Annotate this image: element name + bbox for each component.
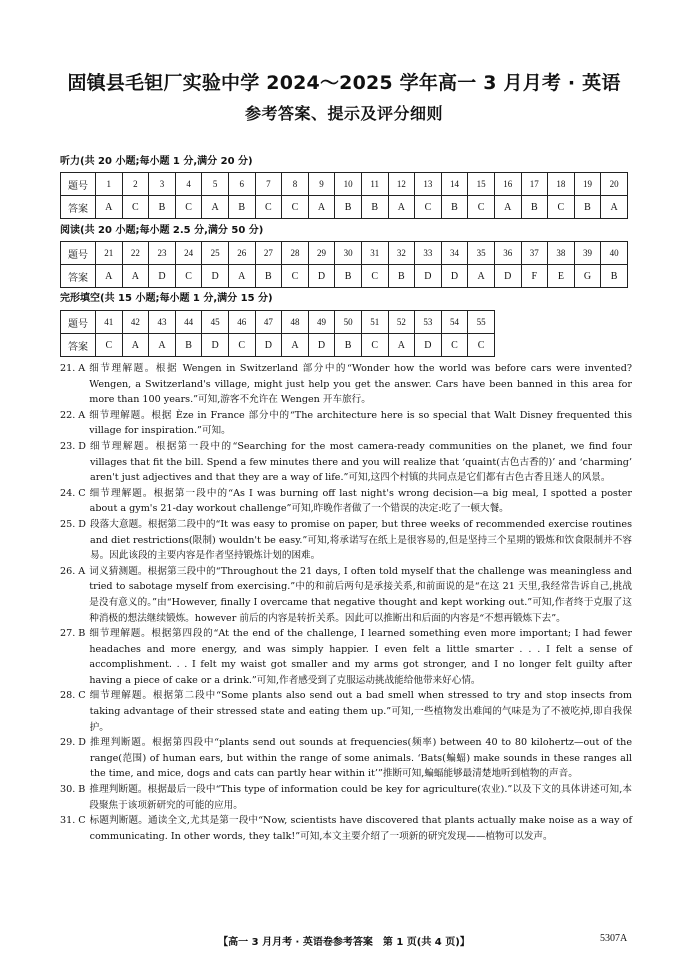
section-title-reading: 阅读(共 20 小题;每小题 2.5 分,满分 50 分) — [60, 225, 264, 236]
answer-cell: B — [255, 265, 282, 288]
page-footer: 【高一 3 月月考 · 英语卷参考答案 第 1 页(共 4 页)】 — [218, 937, 470, 948]
table-row-header: 答案 — [61, 334, 96, 357]
answer-cell: C — [175, 265, 202, 288]
answer-cell: B — [441, 196, 468, 219]
answer-cell: A — [388, 196, 415, 219]
question-number-cell: 54 — [441, 311, 468, 334]
question-number-cell: 29 — [308, 242, 335, 265]
explanation-number: 24. C — [60, 487, 86, 499]
answer-cell: A — [601, 196, 628, 219]
answer-cell: C — [468, 196, 495, 219]
answer-cell: A — [122, 265, 149, 288]
document-code: 5307A — [600, 933, 628, 944]
explanation-text: 词义猜测题。根据第三段中的“Throughout the 21 days, I often told myself that the challenge was meaningless and tried to sabotage myself from exercising.”中的和前后两句是承接关系,和前面说的是“在这 21 天里,我经常告诉自己,挑战是没有意义的。”由“However, finally I overcame that negative thought and kept working out.”可知,作者终于克服了这种消极的想法继续锻炼。however 前后的内容是转折关系。因此可以推断出和后面的内容是“不想再锻炼下去”。 — [89, 565, 632, 624]
explanation-text: 推理判断题。根据第四段中“plants send out sounds at frequencies(频率) between 40 to 80 kilohertz—out of the range(范围) of human ears, but within the range of some animals. ‘Bats(蝙蝠) make sounds in these ranges all the time, and mice, dogs and cats can partly hear within it’”推断可知,蝙蝠能够最清楚地听到植物的声音。 — [90, 737, 632, 780]
section-title-listening: 听力(共 20 小题;每小题 1 分,满分 20 分) — [60, 156, 253, 167]
answer-cell: C — [122, 196, 149, 219]
answer-cell: G — [574, 265, 601, 288]
answer-cell: A — [388, 334, 415, 357]
explanation-item — [60, 564, 632, 626]
question-number-cell: 33 — [415, 242, 442, 265]
explanation-text: 细节理解题。根据第一段中的“Searching for the most camera-ready communities on the planet, we find four villages that fit the bill. Spend a few minutes there and you will realize that ‘quaint(古色古香的)’ and ‘charming’ aren't just adjectives and that they are a way of life.”可知,这四个村镇的共同点是它们都有古色古香且迷人的风景。 — [90, 440, 632, 484]
question-number-cell: 7 — [255, 173, 282, 196]
question-number-cell: 26 — [228, 242, 255, 265]
question-number-cell: 6 — [228, 173, 255, 196]
explanation-item — [60, 439, 632, 486]
question-number-cell: 53 — [415, 311, 442, 334]
explanation-item — [60, 782, 632, 813]
question-number-cell: 25 — [202, 242, 229, 265]
answer-cell: D — [415, 334, 442, 357]
answer-cell: C — [361, 265, 388, 288]
page-subtitle: 参考答案、提示及评分细则 — [244, 104, 443, 123]
question-number-cell: 35 — [468, 242, 495, 265]
answer-cell: B — [335, 265, 362, 288]
question-number-cell: 31 — [361, 242, 388, 265]
answer-cell: B — [335, 334, 362, 357]
explanation-text: 细节理解题。根据第一段中的“As I was burning off last night's wrong decision—a big meal, I spotted a poster about a gym's 21-day workout challenge”可知,昨晚作者做了一个错误的决定:吃了一顿大餐。 — [89, 487, 632, 515]
answer-cell: D — [255, 334, 282, 357]
answer-cell: A — [149, 334, 176, 357]
question-number-cell: 30 — [335, 242, 362, 265]
answer-table-listening — [60, 172, 628, 219]
answer-cell: D — [441, 265, 468, 288]
answer-table-reading — [60, 241, 628, 288]
explanation-number: 30. B — [60, 784, 86, 796]
question-number-cell: 4 — [175, 173, 202, 196]
explanations-list — [60, 361, 632, 844]
question-number-cell: 55 — [468, 311, 495, 334]
question-number-cell: 50 — [335, 311, 362, 334]
answer-cell: D — [308, 334, 335, 357]
question-number-cell: 22 — [122, 242, 149, 265]
question-number-cell: 19 — [574, 173, 601, 196]
explanation-number: 31. C — [60, 815, 86, 827]
answer-cell: B — [388, 265, 415, 288]
answer-cell: D — [308, 265, 335, 288]
question-number-cell: 12 — [388, 173, 415, 196]
explanation-item — [60, 408, 632, 439]
answer-cell: A — [96, 196, 123, 219]
answer-cell: A — [494, 196, 521, 219]
answer-cell: B — [149, 196, 176, 219]
explanation-item — [60, 486, 632, 517]
question-number-cell: 44 — [175, 311, 202, 334]
explanation-number: 22. A — [60, 409, 86, 421]
answer-cell: C — [282, 196, 309, 219]
explanation-text: 标题判断题。通读全文,尤其是第一段中“Now, scientists have discovered that plants actually make noise as a way of communicating. In other words, they talk!”可知,本文主要介绍了一项新的研究发现——植物可以发声。 — [89, 815, 632, 842]
explanation-text: 段落大意题。根据第二段中的“It was easy to promise on paper, but three weeks of recommended exercise routines and diet restrictions(限制) wouldn't be easy.”可知,将承诺写在纸上是很容易的,但是坚持三个星期的锻炼和饮食限制并不容易。因此该段的主要内容是作者坚持锻炼计划的困难。 — [90, 518, 632, 562]
answer-cell: D — [202, 265, 229, 288]
question-number-cell: 13 — [415, 173, 442, 196]
question-number-cell: 9 — [308, 173, 335, 196]
explanation-item — [60, 813, 632, 844]
question-number-cell: 23 — [149, 242, 176, 265]
answer-cell: C — [548, 196, 575, 219]
answer-cell: C — [175, 196, 202, 219]
explanation-number: 23. D — [60, 440, 86, 452]
answer-cell: C — [282, 265, 309, 288]
answer-cell: B — [335, 196, 362, 219]
explanation-number: 26. A — [60, 565, 86, 577]
table-row-header: 答案 — [61, 265, 96, 288]
question-number-cell: 49 — [308, 311, 335, 334]
explanation-item — [60, 626, 632, 688]
question-number-cell: 39 — [574, 242, 601, 265]
question-number-cell: 21 — [96, 242, 123, 265]
question-number-cell: 36 — [494, 242, 521, 265]
question-number-cell: 10 — [335, 173, 362, 196]
question-number-cell: 2 — [122, 173, 149, 196]
answer-cell: C — [441, 334, 468, 357]
question-number-cell: 43 — [149, 311, 176, 334]
question-number-cell: 8 — [282, 173, 309, 196]
answer-cell: D — [415, 265, 442, 288]
table-row-header: 题号 — [61, 242, 96, 265]
explanation-text: 细节理解题。根据 Wengen in Switzerland 部分中的“Wonder how the world was before cars were invented? Wengen, a Switzerland's village, might just help you get the answer. Cars have been banned in this area for more than 100 years.”可知,游客不允许在 Wengen 开车旅行。 — [89, 363, 632, 406]
explanation-text: 细节理解题。根据第二段中“Some plants also send out a bad smell when stressed to try and stop insects from taking advantage of their stressed state and eating them up.”可知,一些植物发出难闻的气味是为了不被吃掉,即自我保护。 — [89, 690, 632, 733]
answer-cell: B — [361, 196, 388, 219]
answer-cell: C — [228, 334, 255, 357]
question-number-cell: 37 — [521, 242, 548, 265]
explanation-item — [60, 361, 632, 408]
answer-cell: D — [494, 265, 521, 288]
question-number-cell: 27 — [255, 242, 282, 265]
table-row-header: 题号 — [61, 311, 96, 334]
answer-cell: E — [548, 265, 575, 288]
table-row-header: 答案 — [61, 196, 96, 219]
question-number-cell: 5 — [202, 173, 229, 196]
answer-cell: C — [468, 334, 495, 357]
question-number-cell: 51 — [361, 311, 388, 334]
question-number-cell: 17 — [521, 173, 548, 196]
answer-cell: B — [175, 334, 202, 357]
answer-cell: C — [96, 334, 123, 357]
answer-cell: B — [574, 196, 601, 219]
question-number-cell: 14 — [441, 173, 468, 196]
explanation-number: 27. B — [60, 628, 86, 640]
answer-cell: A — [122, 334, 149, 357]
question-number-cell: 41 — [96, 311, 123, 334]
question-number-cell: 52 — [388, 311, 415, 334]
explanation-item — [60, 735, 632, 782]
answer-cell: B — [601, 265, 628, 288]
question-number-cell: 11 — [361, 173, 388, 196]
question-number-cell: 45 — [202, 311, 229, 334]
explanation-text: 推理判断题。根据最后一段中“This type of information could be key for agriculture(农业).”以及下文的具体讲述可知,本段聚焦于该项新研究的可能的应用。 — [89, 784, 632, 811]
explanation-text: 细节理解题。根据 Èze in France 部分中的“The architecture here is so special that Walt Disney frequented this village for inspiration.”可知。 — [89, 409, 632, 437]
question-number-cell: 18 — [548, 173, 575, 196]
answer-cell: F — [521, 265, 548, 288]
answer-cell: A — [228, 265, 255, 288]
answer-cell: D — [149, 265, 176, 288]
question-number-cell: 1 — [96, 173, 123, 196]
table-row-header: 题号 — [61, 173, 96, 196]
question-number-cell: 34 — [441, 242, 468, 265]
question-number-cell: 3 — [149, 173, 176, 196]
question-number-cell: 24 — [175, 242, 202, 265]
answer-cell: B — [228, 196, 255, 219]
explanation-number: 21. A — [60, 363, 86, 374]
answer-cell: D — [202, 334, 229, 357]
answer-table-cloze — [60, 310, 495, 357]
answer-cell: C — [415, 196, 442, 219]
question-number-cell: 38 — [548, 242, 575, 265]
explanation-number: 29. D — [60, 737, 86, 749]
explanation-number: 25. D — [60, 518, 86, 530]
question-number-cell: 32 — [388, 242, 415, 265]
explanation-item — [60, 688, 632, 735]
answer-cell: A — [202, 196, 229, 219]
question-number-cell: 40 — [601, 242, 628, 265]
section-title-cloze: 完形填空(共 15 小题;每小题 1 分,满分 15 分) — [60, 293, 273, 304]
question-number-cell: 42 — [122, 311, 149, 334]
explanation-number: 28. C — [60, 690, 86, 702]
answer-cell: B — [521, 196, 548, 219]
answer-cell: A — [282, 334, 309, 357]
answer-cell: C — [255, 196, 282, 219]
answer-cell: A — [308, 196, 335, 219]
answer-cell: C — [361, 334, 388, 357]
answer-cell: A — [468, 265, 495, 288]
answer-cell: A — [96, 265, 123, 288]
question-number-cell: 20 — [601, 173, 628, 196]
question-number-cell: 48 — [282, 311, 309, 334]
question-number-cell: 47 — [255, 311, 282, 334]
page-title: 固镇县毛钽厂实验中学 2024～2025 学年高一 3 月月考 · 英语 — [67, 72, 621, 94]
question-number-cell: 16 — [494, 173, 521, 196]
question-number-cell: 28 — [282, 242, 309, 265]
explanation-text: 细节理解题。根据第四段的“At the end of the challenge, I learned something even more important; I had fewer headaches and more energy, and was simply happier. I even felt a little smarter . . . I felt a sense of accomplishment. . . I felt my waist got smaller and my arms got stronger, and I no longer felt guilty after having a piece of cake or a drink.”可知,作者感受到了克服运动挑战能给他带来好心情。 — [89, 628, 632, 686]
question-number-cell: 46 — [228, 311, 255, 334]
question-number-cell: 15 — [468, 173, 495, 196]
explanation-item — [60, 517, 632, 564]
